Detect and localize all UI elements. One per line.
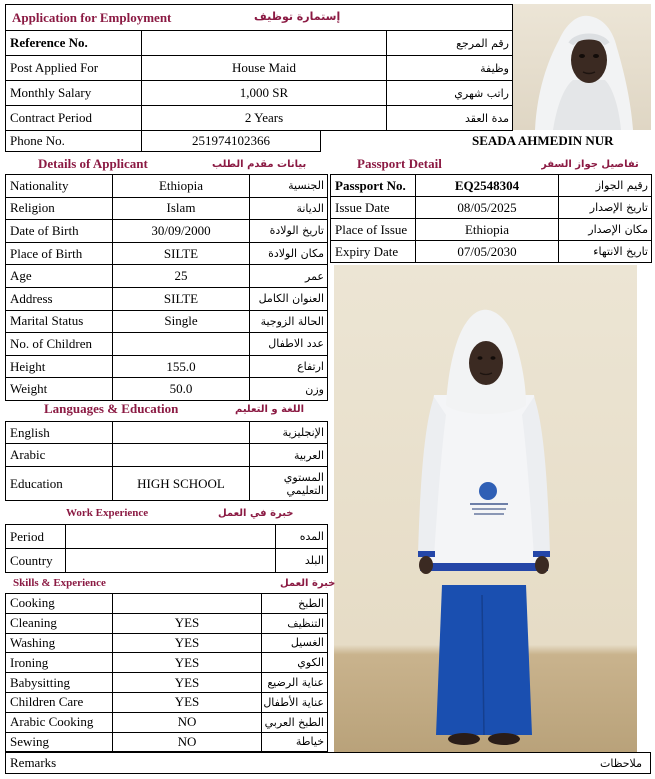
skill-row-label-arabic: عناية الرضيع <box>261 672 328 693</box>
details-row-value: Single <box>112 310 250 334</box>
work-title: Work Experience <box>66 507 149 519</box>
passport-title-arabic: تفاصيل جواز السفر <box>541 158 639 170</box>
details-row-value: 30/09/2000 <box>112 219 250 243</box>
remarks-label-arabic: ملاحظات <box>600 756 642 770</box>
details-row-value: Islam <box>112 197 250 221</box>
top-row-label: Contract Period <box>5 105 142 131</box>
top-row-label-arabic: راتب شهري <box>386 80 513 106</box>
details-row-label-arabic: الديانة <box>249 197 328 221</box>
details-row-label-arabic: الحالة الزوجية <box>249 310 328 334</box>
work-row-value <box>65 524 276 549</box>
details-row-value: 155.0 <box>112 355 250 379</box>
work-row-label-arabic: المده <box>275 524 328 549</box>
passport-row-label: Passport No. <box>330 174 416 197</box>
details-row-label: No. of Children <box>5 332 113 356</box>
language-row-value <box>112 421 250 444</box>
details-row-label: Nationality <box>5 174 113 198</box>
skill-row-value: NO <box>112 732 262 753</box>
details-row-label-arabic: ارتفاع <box>249 355 328 379</box>
form-title: Application for Employment <box>12 10 172 25</box>
skill-row-label-arabic: التنظيف <box>261 613 328 634</box>
skill-row-label: Arabic Cooking <box>5 712 113 733</box>
details-row-label: Date of Birth <box>5 219 113 243</box>
details-row-label: Place of Birth <box>5 242 113 266</box>
details-row-label-arabic: عمر <box>249 264 328 288</box>
top-row-value: 1,000 SR <box>141 80 387 106</box>
details-row-label: Marital Status <box>5 310 113 334</box>
details-title: Details of Applicant <box>38 156 148 171</box>
top-row-value <box>141 30 387 56</box>
passport-title: Passport Detail <box>357 156 442 171</box>
passport-row-label-arabic: تاريخ الانتهاء <box>558 240 652 263</box>
skill-row-label-arabic: عناية الأطفال <box>261 692 328 713</box>
details-row-label: Age <box>5 264 113 288</box>
language-row-label: Arabic <box>5 443 113 467</box>
skill-row-label-arabic: الكوي <box>261 652 328 673</box>
details-row-value <box>112 332 250 356</box>
details-row-value: SILTE <box>112 242 250 266</box>
top-row-label: Post Applied For <box>5 55 142 81</box>
skill-row-value <box>112 593 262 614</box>
skill-row-label: Cleaning <box>5 613 113 634</box>
details-row-label: Height <box>5 355 113 379</box>
skill-row-value: YES <box>112 613 262 634</box>
passport-row-label-arabic: رقيم الجواز <box>558 174 652 197</box>
skill-row-label: Children Care <box>5 692 113 713</box>
details-row-label-arabic: وزن <box>249 377 328 401</box>
skill-row-label: Sewing <box>5 732 113 753</box>
skill-row-label: Cooking <box>5 593 113 614</box>
language-row-label-arabic: المستوي التعليمي <box>249 466 328 501</box>
details-row-label-arabic: مكان الولادة <box>249 242 328 266</box>
skills-title: Skills & Experience <box>13 577 106 589</box>
language-row-label: English <box>5 421 113 444</box>
top-row-value: 2 Years <box>141 105 387 131</box>
passport-row-label-arabic: تاريخ الإصدار <box>558 196 652 219</box>
skill-row-label: Babysitting <box>5 672 113 693</box>
details-row-value: 50.0 <box>112 377 250 401</box>
language-row-label-arabic: العربية <box>249 443 328 467</box>
details-row-value: SILTE <box>112 287 250 311</box>
language-row-label: Education <box>5 466 113 501</box>
skill-row-value: YES <box>112 672 262 693</box>
form-title-arabic: إستمارة توظيف <box>254 10 341 23</box>
work-row-label: Period <box>5 524 66 549</box>
top-row-value: House Maid <box>141 55 387 81</box>
details-row-label-arabic: العنوان الكامل <box>249 287 328 311</box>
skill-row-label: Washing <box>5 633 113 654</box>
skill-row-label-arabic: الطبخ <box>261 593 328 614</box>
work-row-value <box>65 548 276 573</box>
language-row-label-arabic: الإنجليزية <box>249 421 328 444</box>
top-row-label-arabic: وظيفة <box>386 55 513 81</box>
details-row-label-arabic: عدد الاطفال <box>249 332 328 356</box>
languages-title: Languages & Education <box>44 401 179 416</box>
phone-label: Phone No. <box>5 130 142 152</box>
portrait-icon <box>513 4 651 130</box>
top-row-label-arabic: مدة العقد <box>386 105 513 131</box>
form-title-box <box>5 4 513 31</box>
details-row-value: Ethiopia <box>112 174 250 198</box>
details-row-label-arabic: تاريخ الولادة <box>249 219 328 243</box>
remarks-label: Remarks <box>10 755 57 770</box>
passport-row-label-arabic: مكان الإصدار <box>558 218 652 241</box>
passport-row-label: Place of Issue <box>330 218 416 241</box>
skill-row-label-arabic: الغسيل <box>261 633 328 654</box>
phone-value: 251974102366 <box>141 130 321 152</box>
details-row-label: Religion <box>5 197 113 221</box>
top-row-label: Reference No. <box>5 30 142 56</box>
details-title-arabic: بيانات مقدم الطلب <box>212 158 307 170</box>
languages-title-arabic: اللغة و التعليم <box>235 403 305 415</box>
applicant-photo-full <box>334 265 637 752</box>
details-row-label: Weight <box>5 377 113 401</box>
full-body-portrait-icon <box>334 265 637 752</box>
language-row-value <box>112 443 250 467</box>
work-row-label-arabic: البلد <box>275 548 328 573</box>
passport-row-label: Expiry Date <box>330 240 416 263</box>
skill-row-value: YES <box>112 652 262 673</box>
language-row-value: HIGH SCHOOL <box>112 466 250 501</box>
passport-row-value: EQ2548304 <box>415 174 559 197</box>
skill-row-value: NO <box>112 712 262 733</box>
work-title-arabic: خبرة في العمل <box>218 507 294 519</box>
work-row-label: Country <box>5 548 66 573</box>
skills-title-arabic: خبرة العمل <box>280 577 336 589</box>
details-row-label: Address <box>5 287 113 311</box>
skill-row-label-arabic: خياطة <box>261 732 328 753</box>
skill-row-value: YES <box>112 692 262 713</box>
skill-row-label-arabic: الطبخ العربي <box>261 712 328 733</box>
skill-row-label: Ironing <box>5 652 113 673</box>
passport-row-value: 08/05/2025 <box>415 196 559 219</box>
details-row-value: 25 <box>112 264 250 288</box>
top-row-label: Monthly Salary <box>5 80 142 106</box>
applicant-photo-small <box>513 4 651 130</box>
remarks-row <box>5 752 651 774</box>
details-row-label-arabic: الجنسية <box>249 174 328 198</box>
skill-row-value: YES <box>112 633 262 654</box>
applicant-name: SEADA AHMEDIN NUR <box>472 133 614 148</box>
passport-row-value: 07/05/2030 <box>415 240 559 263</box>
passport-row-value: Ethiopia <box>415 218 559 241</box>
passport-row-label: Issue Date <box>330 196 416 219</box>
top-row-label-arabic: رقم المرجع <box>386 30 513 56</box>
